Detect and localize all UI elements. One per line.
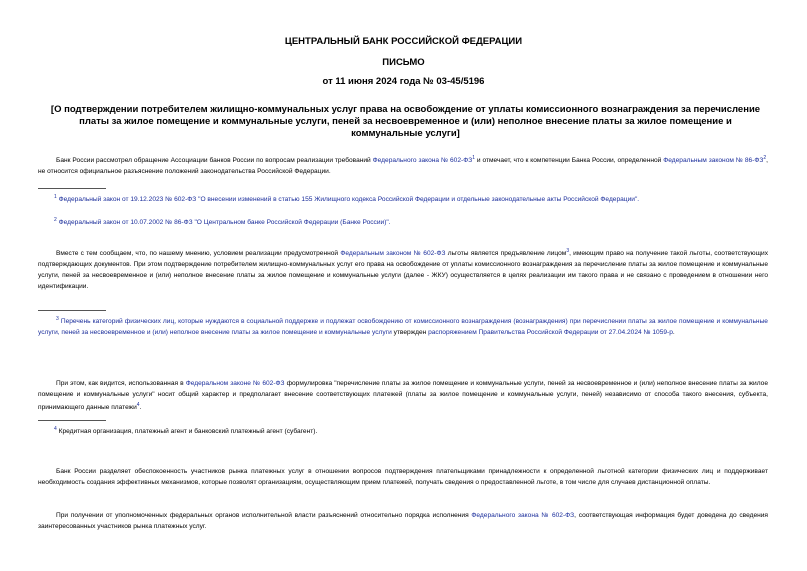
p5-text-1: При получении от уполномоченных федеральных органов исполнительной власти разъяснений относительно порядка исполнения bbox=[56, 512, 472, 519]
p3-text-1: При этом, как видится, использованная в bbox=[56, 380, 186, 387]
link-law-602[interactable]: Федерального закона № 602-ФЗ bbox=[372, 157, 473, 165]
p2-text-2: льготы является предъявление лицом bbox=[445, 250, 567, 258]
p1-text-2: и отмечает, что к компетенции Банка России, определенной bbox=[474, 157, 664, 165]
footnote-4 bbox=[54, 424, 768, 437]
footnote-2 bbox=[54, 215, 768, 228]
footnote-mark-1: 1 bbox=[54, 194, 57, 200]
footnote-ref-3[interactable]: 3 bbox=[566, 248, 570, 254]
link-law-602-4[interactable]: Федерального закона № 602-ФЗ bbox=[471, 512, 575, 519]
footnote-1-link[interactable]: Федеральный закон от 19.12.2023 № 602-ФЗ "О внесении изменений в статью 155 Жилищного кодекса Российской Федерации и отдельные законодательные акты Российской Федерации". bbox=[58, 196, 640, 204]
footnote-ref-1[interactable]: 1 bbox=[472, 155, 475, 161]
p2-text-3: , имеющим право на получение такой льготы, соответствующих подтверждающих документов. При этом подтверждение потребителем жилищно-коммунальных услуг его права на освобождение от уплаты комиссионного вознаграждения за перечисление платы за жилое помещение и коммунальные услуги, пеней за несвоевременное и (или) неполное внесение платы за жилое помещение и коммунальные услуги (далее - ЖКУ) осуществляется в целях реализации им такого права и не связано с проведением в отношении него идентификации. bbox=[38, 250, 768, 291]
footnote-mark-2: 2 bbox=[54, 217, 57, 223]
footnote-ref-4[interactable]: 4 bbox=[136, 402, 140, 408]
footnote-4-text: Кредитная организация, платежный агент и банковский платежный агент (субагент). bbox=[58, 428, 318, 436]
footnote-3 bbox=[38, 314, 768, 338]
footnote-3-text-2: . bbox=[672, 329, 675, 337]
footnote-ref-2[interactable]: 2 bbox=[763, 155, 767, 161]
footnote-separator bbox=[38, 310, 106, 311]
footnote-mark-4: 4 bbox=[54, 426, 57, 432]
link-law-86[interactable]: Федеральным законом № 86-ФЗ bbox=[663, 157, 764, 165]
paragraph-5 bbox=[38, 510, 768, 532]
footnote-mark-3: 3 bbox=[56, 316, 59, 322]
p5-text-2: , соответствующая информация будет доведена до сведения заинтересованных участников рынка платежных услуг. bbox=[38, 512, 769, 530]
p2-text-1: Вместе с тем сообщаем, что, по нашему мнению, условием реализации предусмотренной bbox=[56, 250, 341, 258]
p3-text-3: . bbox=[139, 404, 142, 412]
p3-text-2: формулировка "перечисление платы за жилое помещение и коммунальные услуги, пеней за несвоевременное и (или) неполное внесение платы за жилое помещение и коммунальные услуги" носит общий характер и предполагает внесение соответствующих платежей (платы за жилое помещение и коммунальные услуги, пеней) независимо от способа такого внесения, субъекта, принимающего данные платежи bbox=[38, 380, 768, 412]
p1-text-3: , не относится официальное разъяснение положений законодательства Российской Федерации. bbox=[38, 157, 768, 176]
footnote-separator bbox=[38, 420, 106, 421]
paragraph-1 bbox=[38, 153, 768, 177]
paragraph-2 bbox=[38, 246, 768, 292]
p4-text: Банк России разделяет обеспокоенность участников рынка платежных услуг в отношении вопросов подтверждения плательщиками принадлежности к определенной льготной категории физических лиц и поддерживает необходимость создания эффективных механизмов, которые позволят организациям, осуществляющим прием платежей, получать сведения о предоставленной льготе, в том числе для случаев дистанционной оплаты. bbox=[38, 468, 768, 486]
footnote-1 bbox=[54, 192, 768, 205]
link-law-602-2[interactable]: Федеральным законом № 602-ФЗ bbox=[340, 250, 446, 258]
footnote-3-link-order[interactable]: распоряжением Правительства Российской Федерации от 27.04.2024 № 1059-р bbox=[428, 329, 673, 337]
footnote-separator bbox=[38, 188, 106, 189]
paragraph-3 bbox=[38, 378, 768, 413]
footnote-3-link-list[interactable]: Перечень категорий физических лиц, которые нуждаются в социальной поддержке и подлежат освобождению от комиссионного вознаграждения (вознаграждения) при перечислении платы за жилое помещение и коммунальные услуги, пеней за несвоевременное и (или) неполное внесение платы за жилое помещение и коммунальные услуги bbox=[38, 318, 768, 337]
document-type: ПИСЬМО bbox=[382, 57, 425, 68]
link-law-602-3[interactable]: Федеральном законе № 602-ФЗ bbox=[185, 380, 285, 387]
p1-text-1: Банк России рассмотрел обращение Ассоциации банков России по вопросам реализации требований bbox=[56, 157, 373, 165]
document-date-number: от 11 июня 2024 года № 03-45/5196 bbox=[322, 76, 485, 87]
paragraph-4 bbox=[38, 466, 768, 488]
document-title: [О подтверждении потребителем жилищно-коммунальных услуг права на освобождение от уплаты комиссионного вознаграждения за перечисление платы за жилое помещение и коммунальные услуги, пеней за несвоевременное и (или) неполное внесение платы за жилое помещение и коммунальные услуги] bbox=[50, 104, 761, 139]
footnote-3-text-1: утвержден bbox=[391, 329, 429, 337]
footnote-2-link[interactable]: Федеральный закон от 10.07.2002 № 86-ФЗ "О Центральном банке Российской Федерации (Банке России)". bbox=[58, 219, 391, 227]
issuer-org: ЦЕНТРАЛЬНЫЙ БАНК РОССИЙСКОЙ ФЕДЕРАЦИИ bbox=[284, 36, 523, 47]
